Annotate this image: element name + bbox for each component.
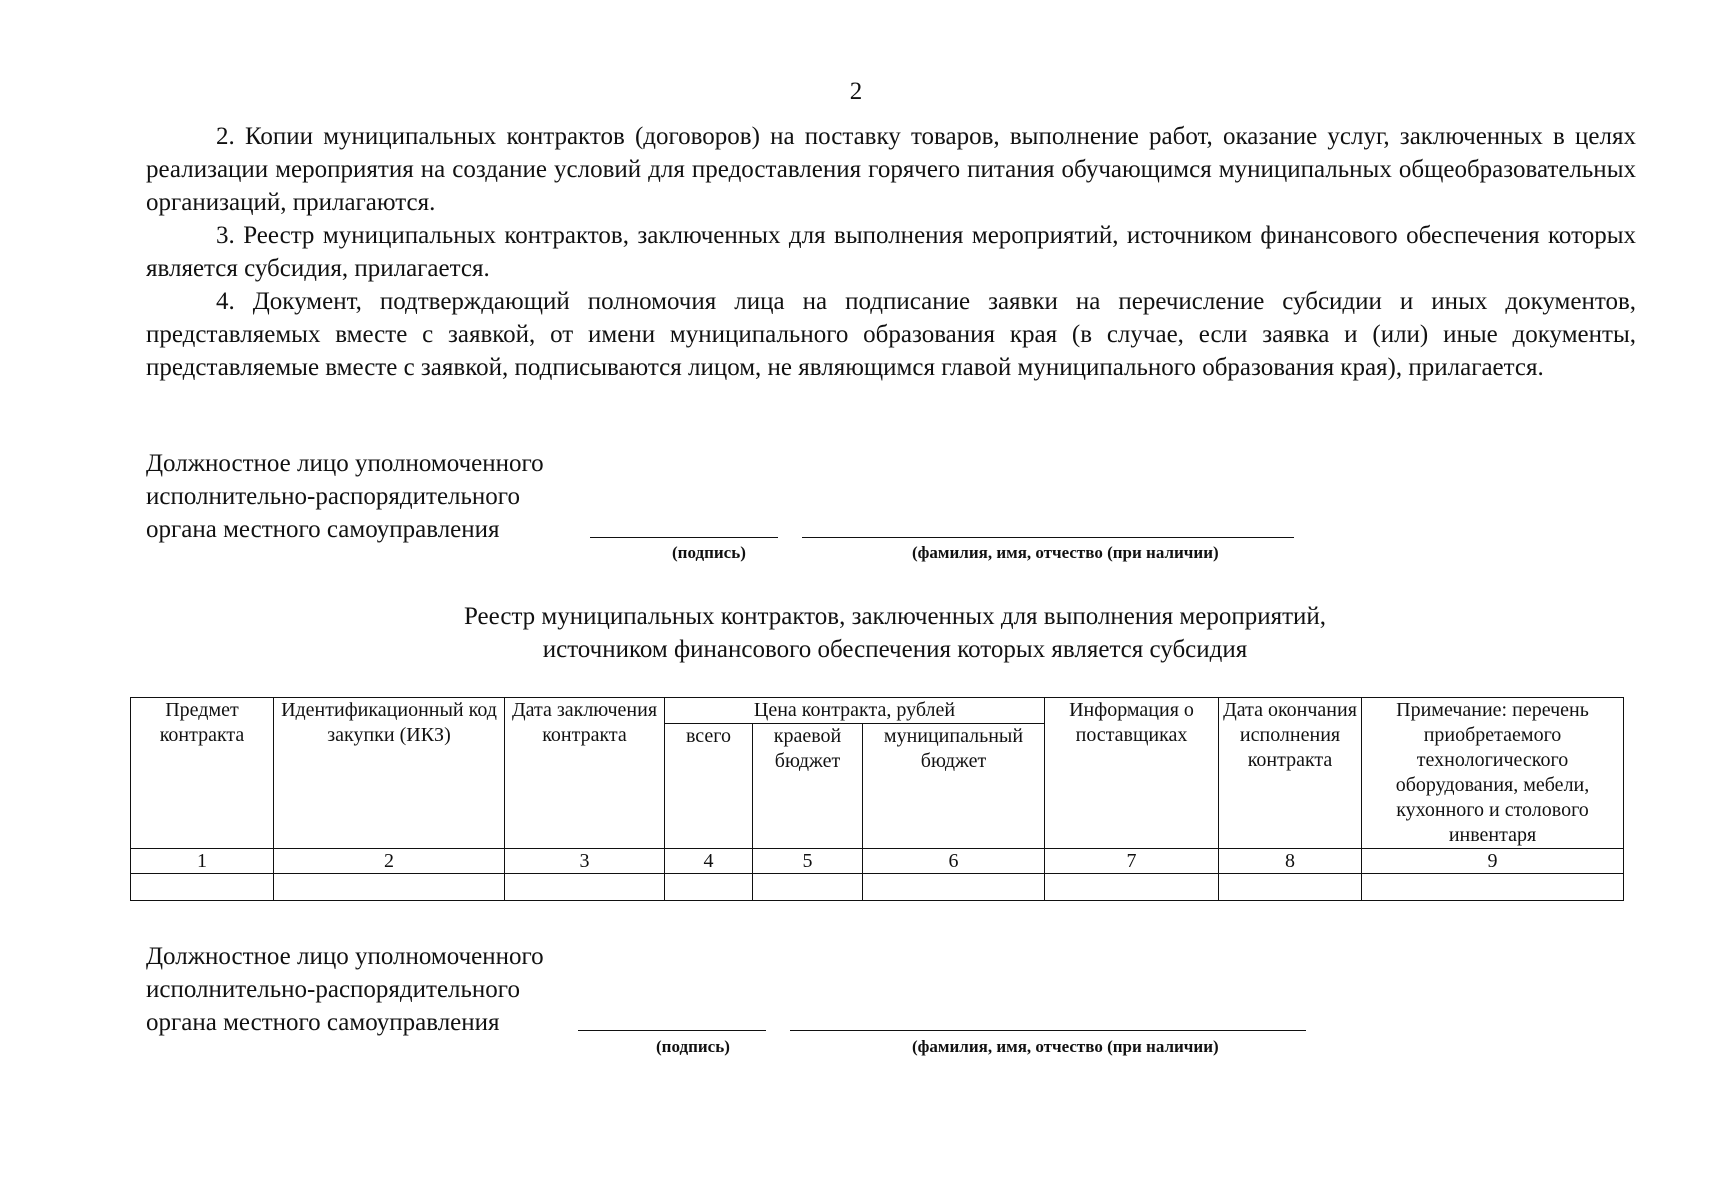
full-name-line[interactable] [802, 537, 1294, 538]
signatory-title [146, 940, 1546, 1039]
table-cell[interactable] [665, 874, 753, 901]
column-number: 2 [274, 849, 505, 874]
column-number: 6 [863, 849, 1045, 874]
header-date-end: Дата окончания исполнения контракта [1219, 698, 1362, 849]
header-suppliers: Информация о поставщиках [1045, 698, 1219, 849]
column-number-row [131, 849, 1624, 874]
paragraph-copies: 2. Копии муниципальных контрактов (договоров) на поставку товаров, выполнение работ, оказание услуг, заключенных в целях реализации мероприятия на создание условий для предоставления горячего питания обучающимся муниципальных общеобразовательных организаций, прилагаются. [146, 123, 1636, 216]
table-cell[interactable] [1219, 874, 1362, 901]
page-number: 2 [849, 78, 863, 105]
signatory-title [146, 447, 1546, 546]
column-number: 3 [505, 849, 665, 874]
signatory-title-line: Должностное лицо уполномоченного [146, 450, 544, 477]
full-name-line[interactable] [790, 1030, 1306, 1031]
contracts-registry-table [130, 697, 1624, 901]
signatory-title-line: органа местного самоуправления [146, 1009, 500, 1036]
table-header-row [131, 698, 1624, 724]
registry-title [0, 600, 1712, 666]
header-price-group: Цена контракта, рублей [665, 698, 1045, 724]
column-number: 4 [665, 849, 753, 874]
header-ikz: Идентификационный код закупки (ИКЗ) [274, 698, 505, 849]
signatory-title-line: органа местного самоуправления [146, 516, 500, 543]
header-price-municipal: муниципальный бюджет [863, 724, 1045, 849]
signatory-title-line: исполнительно-распорядительного [146, 483, 520, 510]
header-price-total: всего [665, 724, 753, 849]
column-number: 7 [1045, 849, 1219, 874]
signature-caption: (подпись) [656, 1037, 730, 1056]
registry-title-line: источником финансового обеспечения которых является субсидия [542, 636, 1248, 663]
full-name-caption: (фамилия, имя, отчество (при наличии) [912, 1037, 1219, 1056]
signatory-title-line: Должностное лицо уполномоченного [146, 943, 544, 970]
column-number: 1 [131, 849, 274, 874]
signature-caption: (подпись) [672, 543, 746, 562]
signature-block-2 [146, 940, 1546, 1060]
registry-title-line: Реестр муниципальных контрактов, заключенных для выполнения мероприятий, [463, 603, 1327, 630]
body-text [146, 120, 1636, 384]
full-name-caption: (фамилия, имя, отчество (при наличии) [912, 543, 1219, 562]
signatory-title-line: исполнительно-распорядительного [146, 976, 520, 1003]
column-number: 9 [1362, 849, 1624, 874]
table-row [131, 874, 1624, 901]
table-cell[interactable] [274, 874, 505, 901]
table-cell[interactable] [753, 874, 863, 901]
column-number: 8 [1219, 849, 1362, 874]
table-cell[interactable] [863, 874, 1045, 901]
signature-line[interactable] [590, 537, 778, 538]
column-number: 5 [753, 849, 863, 874]
paragraph-registry: 3. Реестр муниципальных контрактов, заключенных для выполнения мероприятий, источником финансового обеспечения которых является субсидия, прилагается. [146, 222, 1636, 282]
table-cell[interactable] [1045, 874, 1219, 901]
header-note: Примечание: перечень приобретаемого технологического оборудования, мебели, кухонного и столового инвентаря [1362, 698, 1624, 849]
paragraph-authority-document: 4. Документ, подтверждающий полномочия лица на подписание заявки на перечисление субсидии и иных документов, представляемых вместе с заявкой, от имени муниципального образования края (в случае, если заявка и (или) иные документы, представляемые вместе с заявкой, подписываются лицом, не являющимся главой муниципального образования края), прилагается. [146, 288, 1636, 381]
signature-line[interactable] [578, 1030, 766, 1031]
signature-block-1 [146, 447, 1546, 567]
table-cell[interactable] [131, 874, 274, 901]
table-cell[interactable] [505, 874, 665, 901]
header-price-regional: краевой бюджет [753, 724, 863, 849]
header-subject: Предмет контракта [131, 698, 274, 849]
table-cell[interactable] [1362, 874, 1624, 901]
header-date-concluded: Дата заключения контракта [505, 698, 665, 849]
